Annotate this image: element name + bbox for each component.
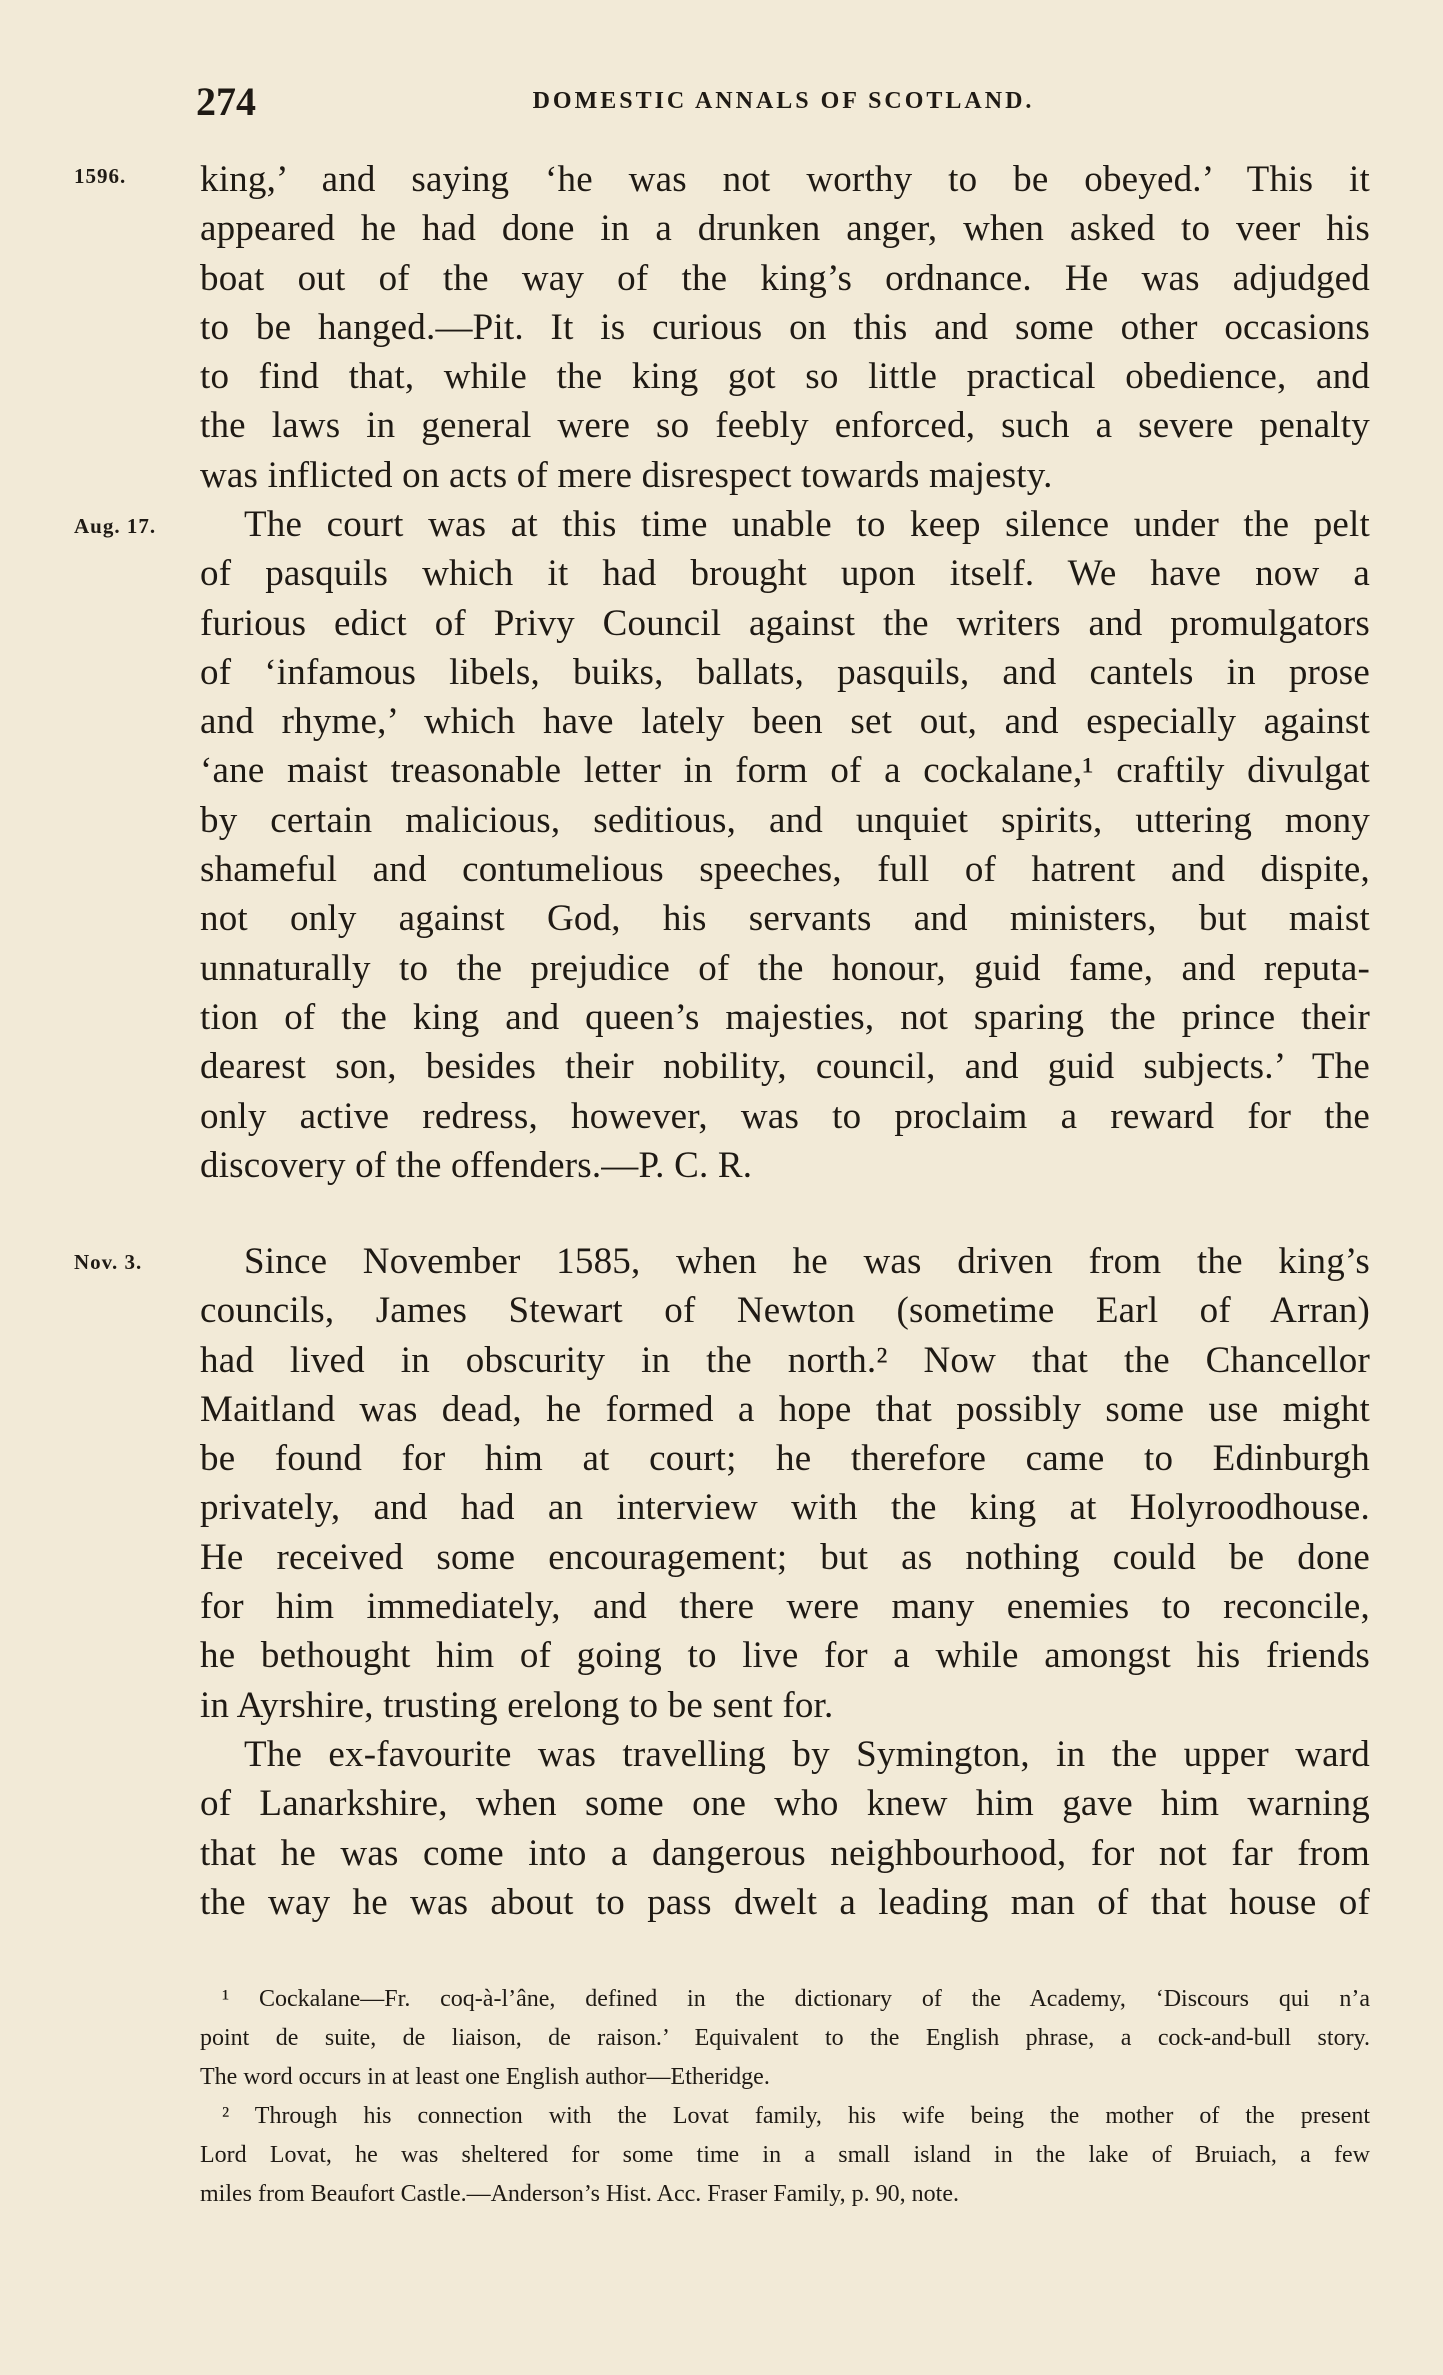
- text-line: be found for him at court; he therefore came to Edinburgh: [200, 1438, 1370, 1480]
- text-line: tion of the king and queen’s majesties, not sparing the prince their: [200, 996, 1370, 1038]
- footnote-line: point de suite, de liaison, de raison.’ Equivalent to the English phrase, a cock-and-bull story.: [200, 2025, 1370, 2051]
- text-line: to be hanged.—Pit. It is curious on this and some other occasions: [200, 306, 1370, 348]
- page-number: 274: [196, 79, 256, 124]
- footnotes: [200, 1980, 1370, 2214]
- text-line: the laws in general were so feebly enforced, such a severe penalty: [200, 405, 1370, 447]
- text-line: unnaturally to the prejudice of the honour, guid fame, and reputa-: [200, 947, 1370, 989]
- text-line: in Ayrshire, trusting erelong to be sent for.: [200, 1684, 834, 1726]
- margin-note-nov: Nov. 3.: [74, 1250, 143, 1274]
- text-line: by certain malicious, seditious, and unquiet spirits, uttering mony: [200, 799, 1370, 841]
- text-line: dearest son, besides their nobility, council, and guid subjects.’ The: [200, 1046, 1370, 1088]
- footnote-line: ¹ Cockalane—Fr. coq-à-l’âne, defined in the dictionary of the Academy, ‘Discours qui n’a: [222, 1986, 1370, 2012]
- text-line: appeared he had done in a drunken anger, when asked to veer his: [200, 208, 1370, 250]
- paragraph-4: [200, 1730, 1370, 1927]
- text-line: only active redress, however, was to proclaim a reward for the: [200, 1095, 1370, 1137]
- footnote-line: The word occurs in at least one English author—Etheridge.: [200, 2064, 770, 2090]
- footnote-line: miles from Beaufort Castle.—Anderson’s Hist. Acc. Fraser Family, p. 90, note.: [200, 2181, 959, 2207]
- text-line: discovery of the offenders.—P. C. R.: [200, 1144, 753, 1186]
- text-line: he bethought him of going to live for a while amongst his friends: [200, 1635, 1370, 1677]
- text-line: of ‘infamous libels, buiks, ballats, pasquils, and cantels in prose: [200, 651, 1370, 693]
- text-line: the way he was about to pass dwelt a leading man of that house of: [200, 1881, 1370, 1923]
- text-line: not only against God, his servants and ministers, but maist: [200, 898, 1370, 940]
- text-line: shameful and contumelious speeches, full of hatrent and dispite,: [200, 849, 1370, 891]
- text-line: that he was come into a dangerous neighbourhood, for not far from: [200, 1832, 1370, 1874]
- text-line: Since November 1585, when he was driven from the king’s: [244, 1241, 1370, 1282]
- text-line: and rhyme,’ which have lately been set out, and especially against: [200, 701, 1370, 743]
- text-line: king,’ and saying ‘he was not worthy to be obeyed.’ This it: [200, 159, 1370, 200]
- text-line: ‘ane maist treasonable letter in form of a cockalane,¹ craftily divulgat: [200, 750, 1370, 792]
- text-line: for him immediately, and there were many enemies to reconcile,: [200, 1586, 1370, 1628]
- text-line: Maitland was dead, he formed a hope that possibly some use might: [200, 1388, 1370, 1430]
- text-line: privately, and had an interview with the king at Holyroodhouse.: [200, 1487, 1370, 1529]
- text-line: He received some encouragement; but as nothing could be done: [200, 1536, 1370, 1578]
- text-line: of pasquils which it had brought upon itself. We have now a: [200, 553, 1370, 595]
- footnote-line: Lord Lovat, he was sheltered for some time in a small island in the lake of Bruiach, a few: [200, 2142, 1370, 2168]
- text-line: The court was at this time unable to keep silence under the pelt: [244, 504, 1370, 545]
- text-line: to find that, while the king got so little practical obedience, and: [200, 356, 1370, 398]
- paragraph-1: [200, 155, 1370, 500]
- text-line: councils, James Stewart of Newton (sometime Earl of Arran): [200, 1290, 1370, 1332]
- text-line: had lived in obscurity in the north.² Now that the Chancellor: [200, 1339, 1370, 1381]
- margin-note-aug: Aug. 17.: [74, 514, 157, 538]
- text-line: boat out of the way of the king’s ordnance. He was adjudged: [200, 257, 1370, 299]
- margin-note-year: 1596.: [74, 164, 127, 188]
- text-line: furious edict of Privy Council against the writers and promulgators: [200, 602, 1370, 644]
- footnote-line: ² Through his connection with the Lovat family, his wife being the mother of the present: [222, 2103, 1370, 2129]
- text-line: The ex-favourite was travelling by Symington, in the upper ward: [244, 1734, 1370, 1775]
- text-line: of Lanarkshire, when some one who knew him gave him warning: [200, 1783, 1370, 1825]
- running-title: DOMESTIC ANNALS OF SCOTLAND.: [532, 88, 1035, 114]
- text-line: was inflicted on acts of mere disrespect towards majesty.: [200, 454, 1053, 496]
- paragraph-2: [200, 500, 1370, 1190]
- paragraph-3: [200, 1237, 1370, 1730]
- page-header: [196, 78, 1371, 138]
